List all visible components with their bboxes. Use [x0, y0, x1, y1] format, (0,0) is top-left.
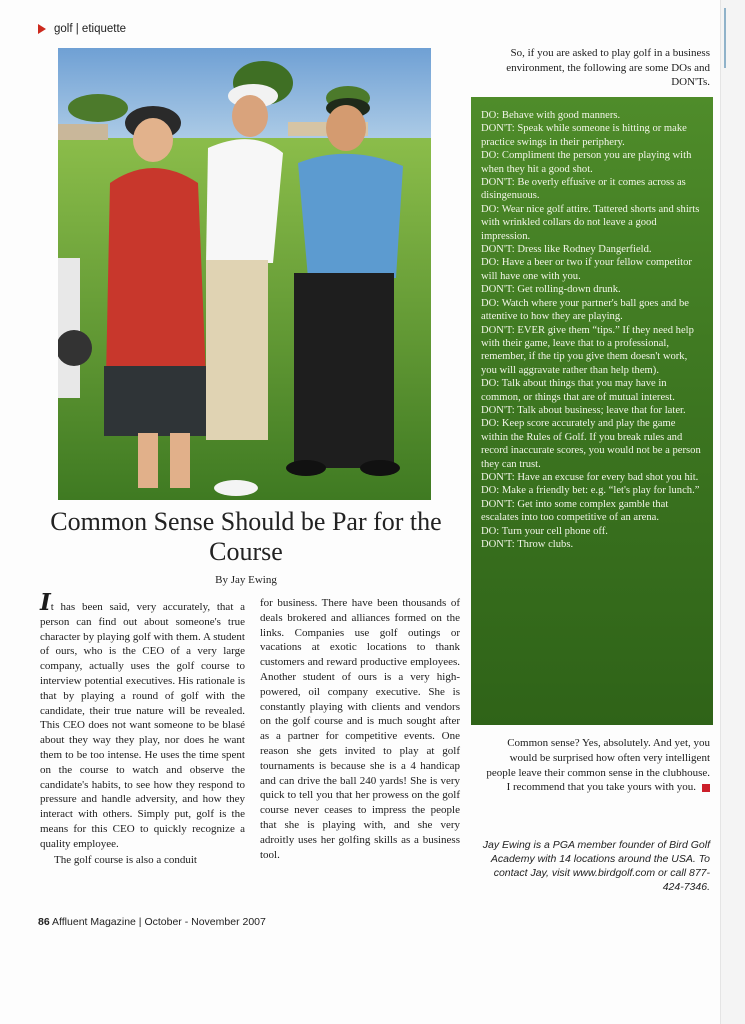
sidebar-intro — [482, 46, 710, 90]
publication-info: Affluent Magazine | October - November 2007 — [52, 916, 266, 928]
paragraph-text: t has been said, very accurately, that a person can find out about someone's true character by playing golf with them. A student of ours, who is the CEO of a very large company, actually uses the golf course to interview potential executives. His rationale is that by playing a round of golf with the candidate, their true nature will be revealed. This CEO does not want someone to be blasé about they way they play, nor does he want them to be too intense. He uses the time spent on the course to watch and observe the candidate's habits, to see how they respond to pressure and handle adversity, and how they interact with others. Simply put, golf is the means for this CEO to quickly recognize a quality employee. — [40, 601, 245, 850]
golfers-illustration — [58, 48, 431, 500]
list-item: DO: Turn your cell phone off. — [481, 525, 608, 537]
byline: By Jay Ewing — [215, 574, 277, 586]
author-bio — [482, 838, 710, 894]
edge-mark — [724, 8, 726, 68]
paragraph: The golf course is also a conduit — [54, 853, 197, 866]
bio-text: Jay Ewing is a PGA member founder of Bird Golf Academy with 14 locations around the USA. To contact Jay, visit www.birdgolf.com or call 877-424-7346. — [482, 839, 710, 893]
list-item: DON'T: Be overly effusive or it comes across as disingenuous. — [481, 177, 686, 202]
list-item: DO: Keep score accurately and play the game within the Rules of Golf. If you break rules and record inaccurate scores, you would not be a person they can trust. — [481, 418, 701, 470]
list-item: DO: Make a friendly bet: e.g. “let's play for lunch.” — [481, 485, 700, 497]
list-item: DON'T: Get rolling-down drunk. — [481, 284, 621, 296]
article-title: Common Sense Should be Par for the Course — [50, 507, 442, 566]
paragraph: for business. There have been thousands of deals brokered and alliances formed on the links. Companies use golf outings or vacations at exotic locations to thank customers and reward productive employees. Another student of ours is a very high-powered, oil company executive. She is constantly playing with clients and vendors on the golf course and is much sought after as a partner for competitive events. One reason she gets invited to play at golf tournaments is because she is a 4 handicap and can drive the ball 240 yards! She is very quick to tell you that her prowess on the golf course never ceases to impress the people that she is playing with, and she very adroitly uses her golfing skills as a business tool. — [260, 597, 460, 861]
section-header — [38, 23, 126, 35]
list-item: DO: Behave with good manners. — [481, 110, 621, 121]
dos-and-donts-box — [471, 97, 713, 725]
page-edge — [720, 0, 745, 1024]
list-item: DON'T: Dress like Rodney Dangerfield. — [481, 244, 652, 256]
closing-body: Common sense? Yes, absolutely. And yet, you would be surprised how often very intelligent people leave their common sense in the clubhouse. I recommend that you take yours with you. — [486, 737, 710, 794]
paragraph — [40, 589, 245, 852]
golfers-photo — [58, 48, 431, 500]
list-item: DON'T: Throw clubs. — [481, 539, 574, 550]
list-item: DO: Wear nice golf attire. Tattered shorts and shirts with wrinkled collars do not leave a good impression. — [481, 203, 700, 242]
closing-text — [482, 736, 710, 795]
list-item: DON'T: Get into some complex gamble that escalates into too competitive of an arena. — [481, 498, 669, 524]
dos-donts-list — [481, 109, 705, 551]
closing-paragraph — [482, 736, 710, 795]
column-one — [40, 589, 245, 867]
column-two — [260, 596, 460, 862]
list-item: DON'T: Speak while someone is hitting or make practice swings in their periphery. — [481, 123, 687, 148]
list-item: DON'T: Have an excuse for every bad shot you hit. — [481, 471, 699, 483]
list-item: DO: Talk about things that you may have in common, or things that are of mutual interest. — [481, 378, 675, 403]
page-number: 86 — [38, 916, 50, 928]
list-item: DO: Have a beer or two if your fellow competitor will have one with you. — [481, 257, 692, 282]
page-footer — [38, 916, 266, 928]
list-item: DO: Watch where your partner's ball goes and be attentive to how they are playing. — [481, 297, 689, 323]
end-mark-icon — [702, 784, 710, 792]
list-item: DON'T: Talk about business; leave that for later. — [481, 404, 686, 416]
list-item: DO: Compliment the person you are playing with when they hit a good shot. — [481, 150, 692, 175]
list-item: DON'T: EVER give them “tips.” If they need help with their game, leave that to a professional, remember, if the tip you give them doesn't work, you will aggravate rather than help them). — [481, 324, 694, 376]
arrow-icon — [38, 24, 46, 34]
intro-text: So, if you are asked to play golf in a business environment, the following are some DOs and DON'Ts. — [506, 47, 710, 88]
section-label: golf | etiquette — [54, 23, 127, 35]
drop-cap: I — [40, 589, 51, 616]
